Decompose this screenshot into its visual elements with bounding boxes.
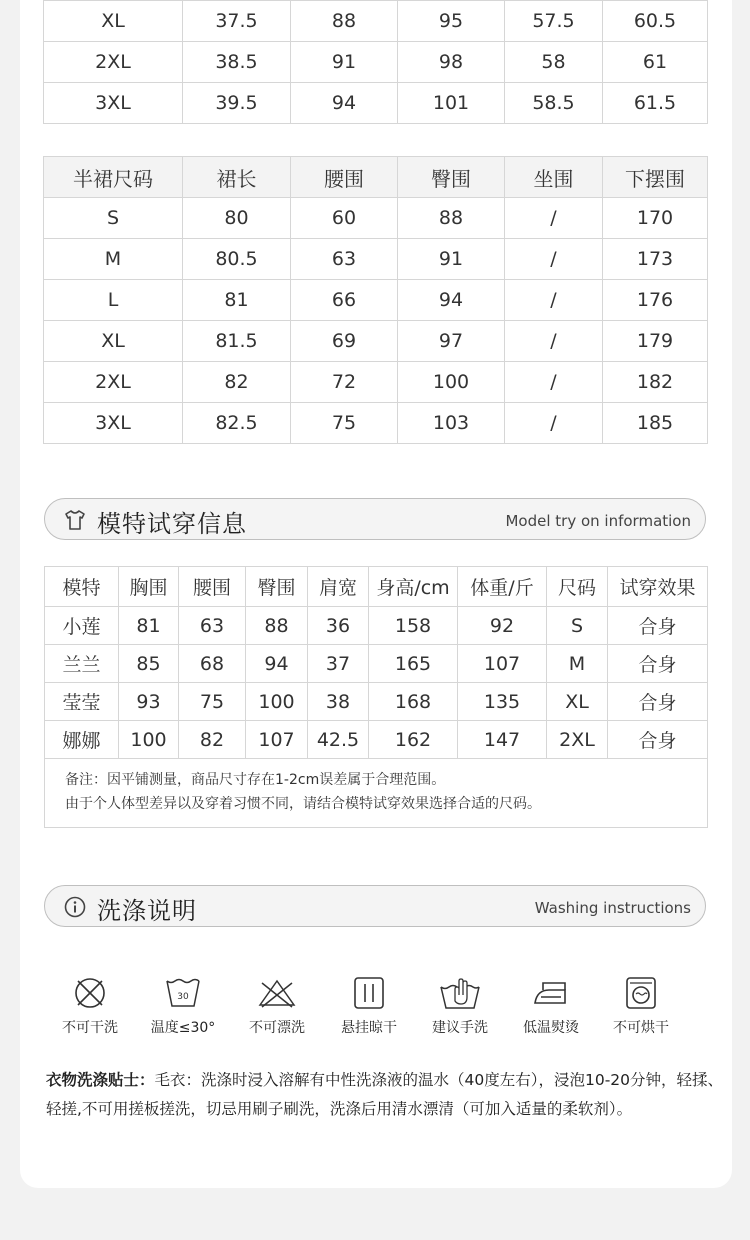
table-cell: S xyxy=(547,607,608,645)
column-header: 臀围 xyxy=(246,567,308,607)
section-subtitle: Model try on information xyxy=(505,512,691,530)
table-cell: 173 xyxy=(603,239,708,280)
table-cell: 107 xyxy=(458,645,547,683)
wash-item xyxy=(596,975,686,1037)
table-cell: 72 xyxy=(291,362,398,403)
column-header: 尺码 xyxy=(547,567,608,607)
wash-label: 不可干洗 xyxy=(62,1020,118,1036)
wash-item xyxy=(324,975,414,1037)
table-cell: 81.5 xyxy=(183,321,291,362)
wash-item xyxy=(45,975,135,1037)
table-cell: 168 xyxy=(369,683,458,721)
top-size-table xyxy=(43,0,708,124)
table-cell: 63 xyxy=(179,607,246,645)
table-cell: L xyxy=(44,280,183,321)
table-cell: 2XL xyxy=(44,42,183,83)
table-cell: 92 xyxy=(458,607,547,645)
table-cell: 101 xyxy=(398,83,505,124)
table-cell: 88 xyxy=(291,1,398,42)
wash-label: 温度≤30° xyxy=(150,1020,216,1036)
table-cell: 98 xyxy=(398,42,505,83)
table-cell: 165 xyxy=(369,645,458,683)
table-cell: 170 xyxy=(603,198,708,239)
model-fit-table xyxy=(44,566,708,828)
table-cell: 61 xyxy=(603,42,708,83)
wash-30-icon xyxy=(164,975,202,1011)
table-cell: 94 xyxy=(291,83,398,124)
info-icon xyxy=(63,895,87,919)
tips-label: 衣物洗涤贴士： xyxy=(46,1071,155,1089)
table-cell: 100 xyxy=(398,362,505,403)
no-dry-clean-icon xyxy=(72,975,108,1011)
table-cell: 2XL xyxy=(547,721,608,759)
section-title: 洗涤说明 xyxy=(97,897,197,925)
table-cell: XL xyxy=(44,321,183,362)
table-cell: 合身 xyxy=(608,721,708,759)
table-cell: 179 xyxy=(603,321,708,362)
table-row xyxy=(44,321,708,362)
column-header: 裙长 xyxy=(183,157,291,198)
table-row xyxy=(45,683,708,721)
table-cell: 58.5 xyxy=(505,83,603,124)
washing-tips xyxy=(46,1066,726,1124)
table-cell: 37 xyxy=(308,645,369,683)
note-line: 由于个人体型差异以及穿着习惯不同，请结合模特试穿效果选择合适的尺码。 xyxy=(65,796,541,812)
table-cell: 3XL xyxy=(44,403,183,444)
table-cell: 162 xyxy=(369,721,458,759)
low-iron-icon xyxy=(531,975,571,1011)
wash-label: 悬挂晾干 xyxy=(341,1020,397,1036)
column-header: 腰围 xyxy=(179,567,246,607)
table-cell: 37.5 xyxy=(183,1,291,42)
column-header: 胸围 xyxy=(119,567,179,607)
table-cell: / xyxy=(505,239,603,280)
table-row xyxy=(44,42,708,83)
table-cell: 107 xyxy=(246,721,308,759)
table-cell: 82 xyxy=(183,362,291,403)
table-row xyxy=(45,721,708,759)
table-row xyxy=(44,280,708,321)
table-cell: 97 xyxy=(398,321,505,362)
table-cell: 185 xyxy=(603,403,708,444)
table-cell: 103 xyxy=(398,403,505,444)
table-cell: 135 xyxy=(458,683,547,721)
note-cell xyxy=(45,759,708,828)
column-header: 腰围 xyxy=(291,157,398,198)
table-row xyxy=(44,198,708,239)
table-row xyxy=(44,403,708,444)
hand-wash-icon xyxy=(438,975,482,1011)
table-cell: 兰兰 xyxy=(45,645,119,683)
table-cell: 61.5 xyxy=(603,83,708,124)
model-info-banner xyxy=(44,498,706,540)
table-cell: M xyxy=(547,645,608,683)
table-cell: 176 xyxy=(603,280,708,321)
wash-label: 不可烘干 xyxy=(613,1020,669,1036)
table-cell: 娜娜 xyxy=(45,721,119,759)
table-cell: 42.5 xyxy=(308,721,369,759)
column-header: 体重/斤 xyxy=(458,567,547,607)
table-cell: 80.5 xyxy=(183,239,291,280)
wash-label: 低温熨烫 xyxy=(523,1020,579,1036)
skirt-size-table xyxy=(43,156,708,444)
table-cell: 75 xyxy=(291,403,398,444)
table-cell: 合身 xyxy=(608,683,708,721)
column-header: 下摆围 xyxy=(603,157,708,198)
table-row xyxy=(45,607,708,645)
wash-label: 不可漂洗 xyxy=(249,1020,305,1036)
table-cell: 合身 xyxy=(608,607,708,645)
column-header: 臀围 xyxy=(398,157,505,198)
table-cell: 88 xyxy=(246,607,308,645)
table-row xyxy=(44,362,708,403)
column-header: 试穿效果 xyxy=(608,567,708,607)
table-cell: S xyxy=(44,198,183,239)
wash-item xyxy=(506,975,596,1037)
column-header: 肩宽 xyxy=(308,567,369,607)
table-cell: 66 xyxy=(291,280,398,321)
table-cell: 88 xyxy=(398,198,505,239)
table-cell: 82 xyxy=(179,721,246,759)
table-cell: 100 xyxy=(119,721,179,759)
table-cell: 小莲 xyxy=(45,607,119,645)
column-header: 坐围 xyxy=(505,157,603,198)
table-cell: 莹莹 xyxy=(45,683,119,721)
no-bleach-icon xyxy=(257,975,297,1011)
table-row xyxy=(45,645,708,683)
table-cell: 81 xyxy=(183,280,291,321)
table-cell: / xyxy=(505,362,603,403)
table-cell: 147 xyxy=(458,721,547,759)
table-cell: XL xyxy=(44,1,183,42)
table-cell: M xyxy=(44,239,183,280)
table-cell: 合身 xyxy=(608,645,708,683)
table-row xyxy=(44,239,708,280)
table-cell: 58 xyxy=(505,42,603,83)
table-cell: 68 xyxy=(179,645,246,683)
column-header: 身高/cm xyxy=(369,567,458,607)
wash-item xyxy=(138,975,228,1037)
table-cell: 95 xyxy=(398,1,505,42)
table-cell: 94 xyxy=(398,280,505,321)
table-cell: 82.5 xyxy=(183,403,291,444)
table-cell: 3XL xyxy=(44,83,183,124)
table-cell: 85 xyxy=(119,645,179,683)
section-subtitle: Washing instructions xyxy=(534,899,691,917)
table-cell: 75 xyxy=(179,683,246,721)
table-cell: / xyxy=(505,403,603,444)
washing-banner xyxy=(44,885,706,927)
table-cell: / xyxy=(505,198,603,239)
table-cell: / xyxy=(505,280,603,321)
washing-icons-row xyxy=(48,975,708,1045)
table-cell: 182 xyxy=(603,362,708,403)
table-cell: 91 xyxy=(291,42,398,83)
table-cell: 38 xyxy=(308,683,369,721)
table-cell: 94 xyxy=(246,645,308,683)
table-cell: 91 xyxy=(398,239,505,280)
wash-item xyxy=(415,975,505,1037)
table-cell: 38.5 xyxy=(183,42,291,83)
table-cell: 100 xyxy=(246,683,308,721)
table-cell: 39.5 xyxy=(183,83,291,124)
column-header: 模特 xyxy=(45,567,119,607)
no-tumble-dry-icon xyxy=(623,975,659,1011)
hang-dry-icon xyxy=(351,975,387,1011)
table-header-row xyxy=(45,567,708,607)
table-cell: 36 xyxy=(308,607,369,645)
table-header-row xyxy=(44,157,708,198)
wash-temp-text: 30 xyxy=(177,992,189,1002)
note-line: 备注：因平铺测量，商品尺寸存在1-2cm误差属于合理范围。 xyxy=(65,772,446,788)
wash-item xyxy=(232,975,322,1037)
table-cell: 2XL xyxy=(44,362,183,403)
table-cell: / xyxy=(505,321,603,362)
table-cell: 80 xyxy=(183,198,291,239)
table-cell: XL xyxy=(547,683,608,721)
wash-label: 建议手洗 xyxy=(432,1020,488,1036)
table-row xyxy=(44,83,708,124)
tips-text: 毛衣：洗涤时浸入溶解有中性洗涤液的温水（40度左右），浸泡10-20分钟，轻揉、轻搓,不可用搓板搓洗，切忌用刷子刷洗，洗涤后用清水漂清（可加入适量的柔软剂）。 xyxy=(46,1071,724,1118)
table-cell: 63 xyxy=(291,239,398,280)
shirt-icon xyxy=(63,508,87,532)
table-cell: 60 xyxy=(291,198,398,239)
table-cell: 81 xyxy=(119,607,179,645)
table-cell: 93 xyxy=(119,683,179,721)
section-title: 模特试穿信息 xyxy=(97,510,247,538)
table-cell: 69 xyxy=(291,321,398,362)
table-cell: 158 xyxy=(369,607,458,645)
table-cell: 60.5 xyxy=(603,1,708,42)
table-row xyxy=(44,1,708,42)
table-cell: 57.5 xyxy=(505,1,603,42)
note-row xyxy=(45,759,708,828)
column-header: 半裙尺码 xyxy=(44,157,183,198)
